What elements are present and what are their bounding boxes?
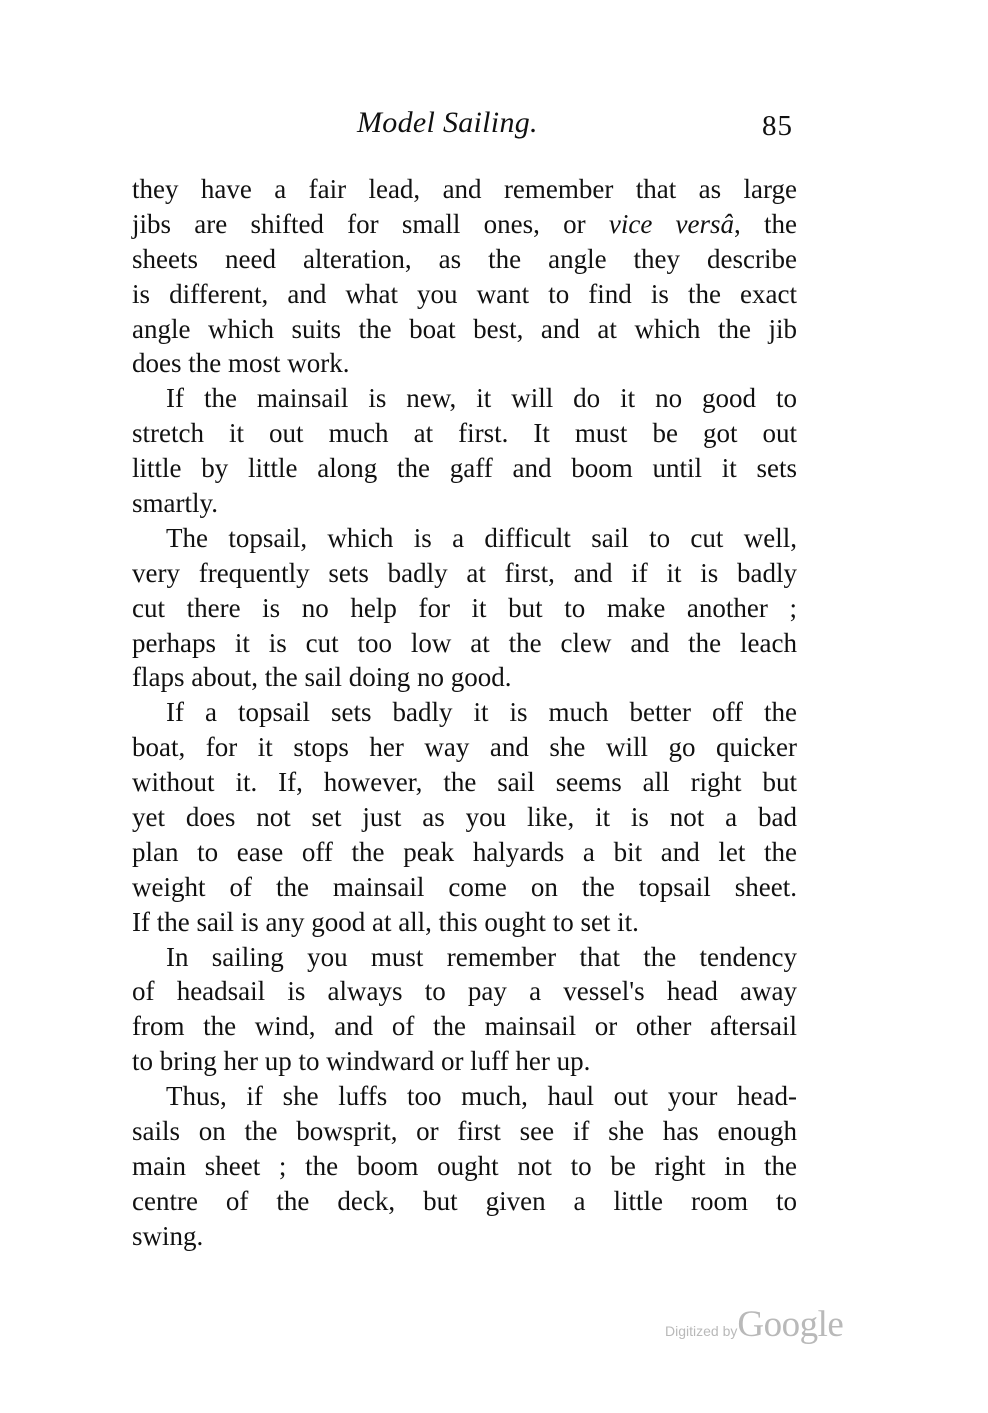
text-line: angle which suits the boat best, and at which the jib <box>132 313 797 344</box>
digitized-label: Digitized by <box>665 1323 738 1339</box>
paragraph <box>132 172 797 381</box>
text-line: of headsail is always to pay a vessel's head away <box>132 976 797 1007</box>
text-line: cut there is no help for it but to make another ; <box>132 592 797 623</box>
page-number: 85 <box>762 110 793 142</box>
paragraph <box>132 521 797 695</box>
text-line: sheets need alteration, as the angle they describe <box>132 243 797 274</box>
text-line: perhaps it is cut too low at the clew and the leach <box>132 627 797 658</box>
body-text <box>132 172 797 1254</box>
text-line: main sheet ; the boom ought not to be right in the <box>132 1150 797 1181</box>
text-line: swing. <box>132 1220 204 1251</box>
paragraph <box>132 940 797 1080</box>
text-line: is different, and what you want to find is the exact <box>132 278 797 309</box>
text-line: jibs are shifted for small ones, or vice versâ, the <box>132 208 798 239</box>
text-line: In sailing you must remember that the tendency <box>166 941 797 972</box>
text-line: centre of the deck, but given a little room to <box>132 1185 797 1216</box>
text-line: without it. If, however, the sail seems all right but <box>132 767 797 798</box>
text-line: sails on the bowsprit, or first see if she has enough <box>132 1116 797 1147</box>
text-line: plan to ease off the peak halyards a bit and let the <box>132 836 797 867</box>
paragraph <box>132 695 797 939</box>
text-line: yet does not set just as you like, it is not a bad <box>132 802 797 833</box>
text-line: flaps about, the sail doing no good. <box>132 662 512 693</box>
text-line: smartly. <box>132 488 218 519</box>
text-line: stretch it out much at first. It must be got out <box>132 418 797 449</box>
paragraph <box>132 1079 797 1253</box>
text-line: The topsail, which is a difficult sail to cut well, <box>166 522 797 553</box>
text-line: If the sail is any good at all, this ought to set it. <box>132 906 639 937</box>
text-line: little by little along the gaff and boom until it sets <box>132 453 797 484</box>
text-line: to bring her up to windward or luff her up. <box>132 1046 591 1077</box>
text-line: from the wind, and of the mainsail or other aftersail <box>132 1011 797 1042</box>
text-line: they have a fair lead, and remember that as large <box>132 174 797 204</box>
digitized-by-google-watermark <box>665 1303 843 1343</box>
italic-phrase: vice versâ <box>608 208 735 239</box>
paragraph <box>132 381 797 521</box>
text-line: boat, for it stops her way and she will go quicker <box>132 732 797 763</box>
text-line: If a topsail sets badly it is much better off the <box>166 697 797 728</box>
text-line: Thus, if she luffs too much, haul out your head- <box>166 1081 797 1112</box>
text-line: very frequently sets badly at first, and if it is badly <box>132 557 797 588</box>
text-line: does the most work. <box>132 348 350 379</box>
running-title: Model Sailing. <box>357 106 538 139</box>
running-head <box>132 106 797 150</box>
google-logo-text: Google <box>737 1304 844 1345</box>
text-line: If the mainsail is new, it will do it no good to <box>166 383 797 414</box>
text-line: weight of the mainsail come on the topsail sheet. <box>132 871 797 902</box>
